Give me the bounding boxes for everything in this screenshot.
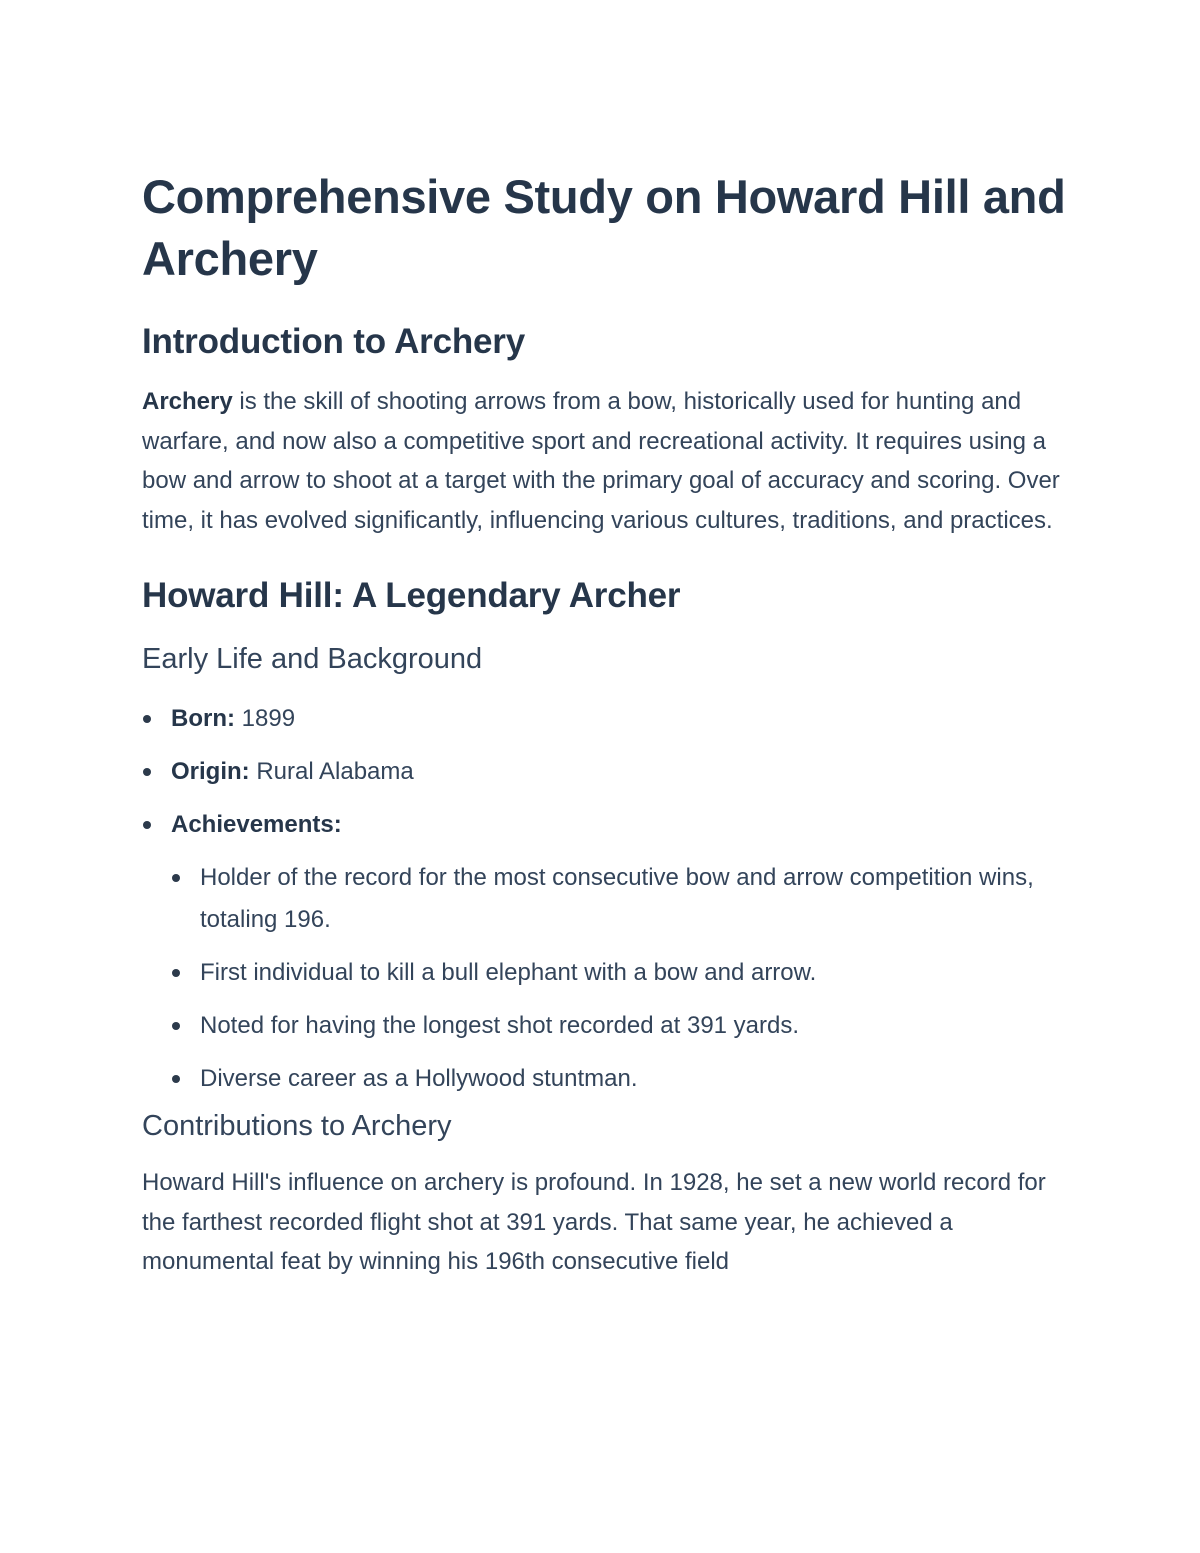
section-heading-introduction: Introduction to Archery: [142, 322, 525, 361]
list-item-origin: [142, 751, 1072, 793]
bullet-icon: [143, 821, 151, 829]
achievement-text: Diverse career as a Hollywood stuntman.: [200, 1065, 638, 1092]
achievement-text: Noted for having the longest shot recorded at 391 yards.: [200, 1012, 800, 1039]
born-label: Born:: [171, 705, 235, 732]
achievements-list: [171, 857, 1072, 1100]
achievement-text: First individual to kill a bull elephant with a bow and arrow.: [200, 959, 817, 986]
introduction-text: is the skill of shooting arrows from a bow, historically used for hunting and warfare, and now also a competitive sport and recreational activity. It requires using a bow and arrow to shoot at a target with the primary goal of accuracy and scoring. Over time, it has evolved significantly, influencing various cultures, traditions, and practices.: [142, 388, 1060, 534]
achievement-item: [171, 1005, 1072, 1047]
bullet-icon: [172, 1075, 180, 1083]
achievement-item: [171, 1058, 1072, 1100]
contributions-paragraph: Howard Hill's influence on archery is profound. In 1928, he set a new world record for the farthest recorded flight shot at 391 yards. That same year, he achieved a monumental feat by winning his 196th consecutive field: [142, 1169, 1046, 1275]
list-item-born: [142, 698, 1072, 740]
archery-term: Archery: [142, 388, 233, 415]
bullet-icon: [143, 768, 151, 776]
early-life-list: [142, 698, 1072, 1100]
achievement-item: [171, 857, 1072, 941]
section-heading-howard-hill: Howard Hill: A Legendary Archer: [142, 576, 681, 615]
list-item-achievements: [142, 804, 1072, 1100]
origin-value: Rural Alabama: [249, 758, 414, 785]
achievement-text: Holder of the record for the most consecutive bow and arrow competition wins, totaling 196.: [200, 864, 1034, 933]
document-page: [142, 166, 1072, 1282]
achievement-item: [171, 952, 1072, 994]
introduction-paragraph: [142, 382, 1072, 540]
origin-label: Origin:: [171, 758, 250, 785]
document-title: Comprehensive Study on Howard Hill and Archery: [142, 170, 1066, 285]
bullet-icon: [172, 1022, 180, 1030]
bullet-icon: [172, 969, 180, 977]
born-value: 1899: [234, 705, 296, 732]
bullet-icon: [172, 874, 180, 882]
subsection-heading-contributions: Contributions to Archery: [142, 1110, 452, 1142]
bullet-icon: [143, 715, 151, 723]
subsection-heading-early-life: Early Life and Background: [142, 643, 483, 675]
achievements-label: Achievements:: [171, 811, 342, 838]
